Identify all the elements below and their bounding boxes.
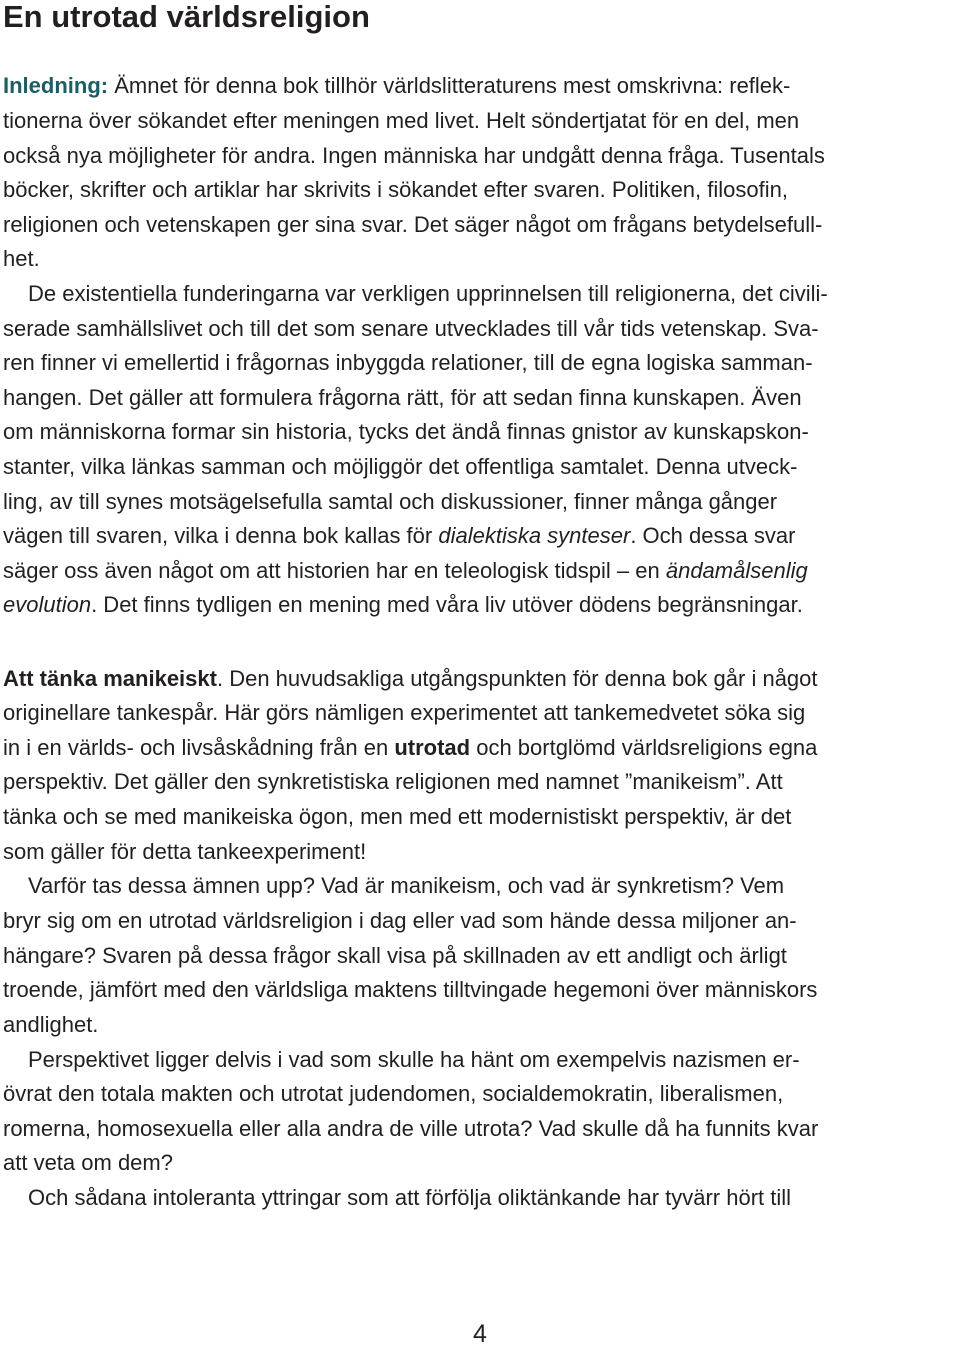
text-line: [3, 143, 825, 169]
text-run: het.: [3, 246, 40, 271]
text-run: om människorna formar sin historia, tycks det ändå finnas gnistor av kunskapskon-: [3, 419, 809, 444]
text-run: tionerna över sökandet efter meningen med livet. Helt söndertjatat för en del, men: [3, 108, 800, 133]
text-run: originellare tankespår. Här görs nämligen experimentet att tankemedvetet söka sig: [3, 700, 806, 725]
intro-label: Inledning:: [3, 73, 109, 98]
text-line: [3, 1012, 98, 1038]
text-line: [3, 177, 788, 203]
text-line: [3, 1081, 783, 1107]
text-run: övrat den totala makten och utrotat judendomen, socialdemokratin, liberalismen,: [3, 1081, 784, 1106]
text-run: . Det finns tydligen en mening med våra liv utöver dödens begränsningar.: [91, 592, 803, 617]
text-line: [3, 1150, 173, 1176]
text-line: [3, 489, 777, 515]
text-line: [3, 350, 813, 376]
text-run: religionen och vetenskapen ger sina svar. Det säger något om frågans betydelsefull-: [3, 212, 823, 237]
text-run: De existentiella funderingarna var verkligen upprinnelsen till religionerna, det civili-: [28, 281, 828, 306]
text-line: [3, 419, 809, 445]
text-run: hängare? Svaren på dessa frågor skall visa på skillnaden av ett andligt och ärligt: [3, 943, 787, 968]
text-line: [3, 73, 790, 99]
text-run: hangen. Det gäller att formulera frågorna rätt, för att sedan finna kunskapen. Även: [3, 385, 802, 410]
text-run: Ämnet för denna bok tillhör världslitteraturens mest omskrivna: reflek-: [108, 73, 791, 98]
text-run: säger oss även något om att historien har en teleologisk tidspil – en: [3, 558, 666, 583]
text-line: [28, 873, 784, 899]
text-run: och bortglömd världsreligions egna: [470, 735, 818, 760]
text-line: [3, 108, 799, 134]
text-line: [3, 454, 797, 480]
italic-text: ändamålsenlig: [665, 558, 808, 583]
text-line: [3, 558, 808, 584]
text-line: [3, 316, 819, 342]
text-line: [3, 769, 783, 795]
text-run: Perspektivet ligger delvis i vad som skulle ha hänt om exempelvis nazismen er-: [28, 1047, 800, 1072]
text-line: [3, 212, 822, 238]
text-run: Och sådana intoleranta yttringar som att förfölja oliktänkande har tyvärr hört till: [28, 1185, 792, 1210]
text-run: Varför tas dessa ämnen upp? Vad är manikeism, och vad är synkretism? Vem: [28, 873, 785, 898]
text-line: [28, 1047, 800, 1073]
text-run: ling, av till synes motsägelsefulla samtal och diskussioner, finner många gånger: [3, 489, 778, 514]
text-line: [3, 839, 366, 865]
text-line: [28, 1185, 791, 1211]
text-line: [3, 804, 791, 830]
text-line: [3, 943, 787, 969]
text-line: [3, 700, 805, 726]
text-run: . Och dessa svar: [630, 523, 796, 548]
text-line: [3, 246, 40, 272]
text-run: perspektiv. Det gäller den synkretistiska religionen med namnet ”manikeism”. Att: [3, 769, 783, 794]
text-run: böcker, skrifter och artiklar har skrivits i sökandet efter svaren. Politiken, filosofin,: [3, 177, 788, 202]
text-run: bryr sig om en utrotad världsreligion i dag eller vad som hände dessa miljoner an-: [3, 908, 797, 933]
text-run: som gäller för detta tankeexperiment!: [3, 839, 367, 864]
text-line: [28, 281, 828, 307]
italic-text: dialektiska synteser: [438, 523, 631, 548]
text-run: tänka och se med manikeiska ögon, men med ett modernistiskt perspektiv, är det: [3, 804, 792, 829]
text-run: stanter, vilka länkas samman och möjliggör det offentliga samtalet. Denna utveck-: [3, 454, 798, 479]
text-run: serade samhällslivet och till det som senare utvecklades till vår tids vetenskap. Sva-: [3, 316, 819, 341]
text-run: andlighet.: [3, 1012, 99, 1037]
page-title: En utrotad världsreligion: [3, 0, 370, 34]
text-line: [3, 735, 817, 761]
text-run: ren finner vi emellertid i frågornas inbyggda relationer, till de egna logiska samman-: [3, 350, 813, 375]
bold-text: Att tänka manikeiskt: [3, 666, 217, 691]
text-line: [3, 523, 795, 549]
text-line: [3, 385, 802, 411]
text-run: romerna, homosexuella eller alla andra de ville utrota? Vad skulle då ha funnits kvar: [3, 1116, 819, 1141]
text-line: [3, 1116, 818, 1142]
italic-text: evolution: [3, 592, 92, 617]
text-line: [3, 666, 818, 692]
text-run: troende, jämfört med den världsliga maktens tilltvingade hegemoni över människors: [3, 977, 818, 1002]
text-run: att veta om dem?: [3, 1150, 173, 1175]
text-line: [3, 977, 817, 1003]
page-number: 4: [473, 1320, 487, 1348]
text-run: vägen till svaren, vilka i denna bok kallas för: [3, 523, 439, 548]
text-line: [3, 592, 803, 618]
text-run: också nya möjligheter för andra. Ingen människa har undgått denna fråga. Tusentals: [3, 143, 825, 168]
text-run: . Den huvudsakliga utgångspunkten för denna bok går i något: [216, 666, 818, 691]
bold-text: utrotad: [394, 735, 471, 760]
text-line: [3, 908, 797, 934]
text-run: in i en världs- och livsåskådning från en: [3, 735, 395, 760]
